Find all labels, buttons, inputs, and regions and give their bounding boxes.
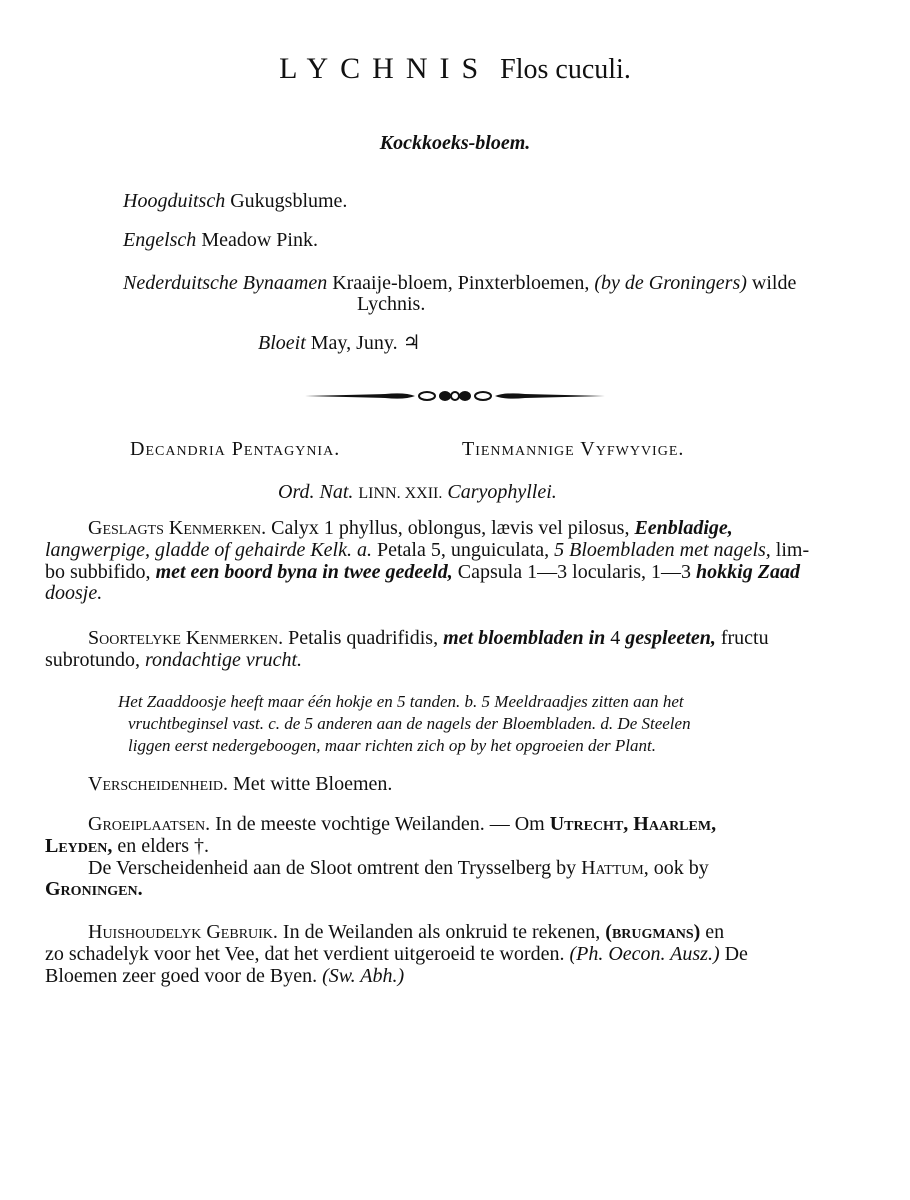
specific-characters-line-2 xyxy=(45,650,302,670)
flowering-value: May, Juny. ♃ xyxy=(310,332,421,354)
figure-notes-line-1: Het Zaaddoosje heeft maar één hokje en 5 tanden. b. 5 Meeldraadjes zitten aan het xyxy=(118,692,684,711)
domestic-use-line-2 xyxy=(45,944,748,964)
generic-characters-dutch-3: 5 Bloembladen met nagels, xyxy=(554,539,771,561)
ornament-divider xyxy=(305,386,605,406)
specific-characters-number: 4 xyxy=(610,627,621,649)
generic-characters-latin-1: Calyx 1 phyllus, oblongus, lævis vel pilosus, xyxy=(271,517,630,539)
specific-characters-line-1 xyxy=(88,628,769,648)
generic-characters-line-2 xyxy=(45,540,809,560)
domestic-use-reference-1: (Ph. Oecon. Ausz.) xyxy=(569,943,720,965)
figure-notes-line-2: vruchtbeginsel vast. c. de 5 anderen aan de nagels der Bloembladen. d. De Steelen xyxy=(128,714,691,733)
german-label: Hoogduitsch xyxy=(123,190,226,212)
genus-name: LYCHNIS xyxy=(279,52,491,85)
habitats-places-2: Leyden, xyxy=(45,835,113,857)
habitats-places-1: Utrecht, Haarlem, xyxy=(549,813,717,835)
variety-value: Met witte Bloemen. xyxy=(233,773,393,795)
domestic-use-label: Huishoudelyk Gebruik. xyxy=(88,921,278,943)
natural-order-label: Ord. Nat. xyxy=(278,481,354,503)
domestic-use-author: (brugmans) xyxy=(605,921,701,943)
species-name: Flos cuculi. xyxy=(500,54,631,85)
domestic-use-text-1: In de Weilanden als onkruid te rekenen, xyxy=(282,921,601,943)
dutch-synonyms-value-1: Kraaije-bloem, Pinxterbloemen, xyxy=(332,272,590,294)
dutch-synonyms-continuation: Lychnis. xyxy=(357,293,426,315)
dutch-synonyms-line xyxy=(123,272,796,295)
linnaean-class-dutch: Tienmannige Vyfwyvige. xyxy=(462,438,685,460)
english-name-line xyxy=(123,229,318,252)
habitats-places-3: Hattum, xyxy=(581,857,649,879)
variety-line xyxy=(88,774,392,794)
generic-characters-label: Geslagts Kenmerken. xyxy=(88,517,267,539)
variety-label: Verscheidenheid. xyxy=(88,773,228,795)
generic-characters-latin-5: Capsula 1—3 locularis, 1—3 xyxy=(457,561,692,583)
specific-characters-latin-1: Petalis quadrifidis, xyxy=(288,627,439,649)
specific-characters-dutch-1: met bloembladen in xyxy=(443,627,606,649)
generic-characters-dutch-4: met een boord byna in twee gedeeld, xyxy=(155,561,453,583)
linnaean-class: Decandria Pentagynia. xyxy=(130,438,341,460)
english-value: Meadow Pink. xyxy=(201,229,318,251)
natural-order-family: Caryophyllei. xyxy=(447,481,557,503)
generic-characters-line-1 xyxy=(88,518,733,538)
natural-order-value: LINN. XXII. xyxy=(358,485,443,502)
generic-characters-dutch-1: Eenbladige, xyxy=(634,517,733,539)
specific-characters-label: Soortelyke Kenmerken. xyxy=(88,627,284,649)
german-name-line xyxy=(123,190,347,213)
flowering-label: Bloeit xyxy=(258,332,306,354)
natural-order-line xyxy=(278,481,557,504)
generic-characters-dutch-2: langwerpige, gladde of gehairde Kelk. a. xyxy=(45,539,372,561)
dutch-common-name: Kockkoeks-bloem. xyxy=(379,132,531,154)
habitats-line-3 xyxy=(88,858,709,878)
specific-characters-dutch-3: rondachtige vrucht. xyxy=(145,649,303,671)
habitats-text-1: In de meeste vochtige Weilanden. — Om xyxy=(215,813,545,835)
domestic-use-text-3: Bloemen zeer goed voor de Byen. xyxy=(45,965,318,987)
german-value: Gukugsblume. xyxy=(230,190,348,212)
specific-characters-latin-3: subrotundo, xyxy=(45,649,140,671)
habitats-text-4: ook by xyxy=(653,857,709,879)
figure-notes-line-3: liggen eerst nedergeboogen, maar richten zich op by het opgroeien der Plant. xyxy=(128,736,656,755)
generic-characters-line-4: doosje. xyxy=(45,582,103,604)
generic-characters-dutch-5: hokkig Zaad xyxy=(696,561,800,583)
specific-characters-dutch-2: gespleeten, xyxy=(625,627,716,649)
generic-characters-latin-2: Petala 5, unguiculata, xyxy=(376,539,550,561)
dutch-synonyms-label: Nederduitsche Bynaamen xyxy=(123,272,328,294)
english-label: Engelsch xyxy=(123,229,197,251)
domestic-use-line-1 xyxy=(88,922,724,942)
dutch-synonyms-value-2: wilde xyxy=(751,272,797,294)
habitats-line-2 xyxy=(45,836,209,856)
generic-characters-latin-4: bo subbifido, xyxy=(45,561,151,583)
habitats-text-3: De Verscheidenheid aan de Sloot omtrent den Trysselberg by xyxy=(88,857,577,879)
domestic-use-reference-2: (Sw. Abh.) xyxy=(322,965,405,987)
habitats-text-2: en elders †. xyxy=(117,835,209,857)
generic-characters-latin-3: lim- xyxy=(775,539,810,561)
habitats-label: Groeiplaatsen. xyxy=(88,813,211,835)
habitats-places-4: Groningen. xyxy=(45,878,143,900)
dutch-synonyms-italic: (by de Groningers) xyxy=(594,272,747,294)
domestic-use-text-2b: De xyxy=(724,943,748,965)
domestic-use-text-2: zo schadelyk voor het Vee, dat het verdient uitgeroeid te worden. xyxy=(45,943,565,965)
flowering-line xyxy=(258,330,421,355)
page-title xyxy=(0,52,910,86)
habitats-line-1 xyxy=(88,814,716,834)
domestic-use-text-1b: en xyxy=(705,921,725,943)
domestic-use-line-3 xyxy=(45,966,404,986)
specific-characters-latin-2: fructu xyxy=(720,627,769,649)
generic-characters-line-3 xyxy=(45,562,800,582)
